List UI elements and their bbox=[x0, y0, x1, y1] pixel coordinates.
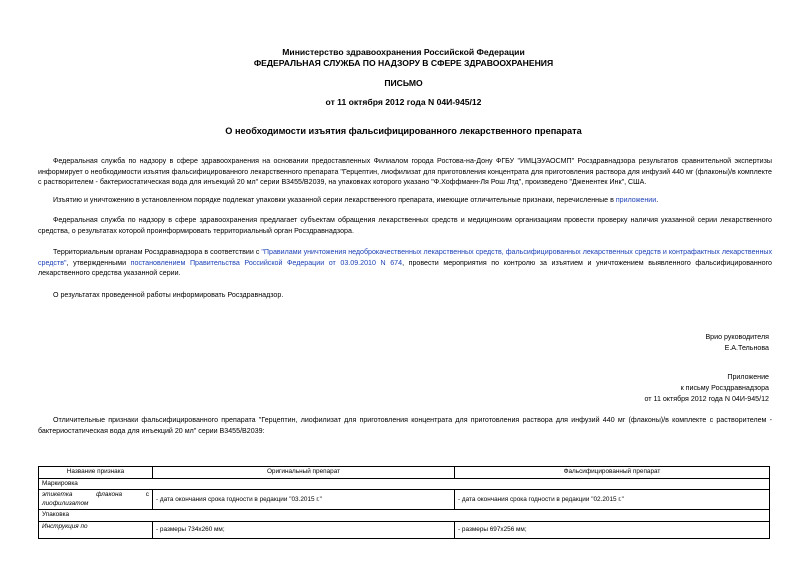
table-section-row bbox=[39, 510, 770, 521]
section-label: Маркировка bbox=[39, 479, 770, 490]
original-value: - дата окончания срока годности в редакции "03.2015 г." bbox=[153, 490, 455, 510]
appendix-ref: к письму Росздравнадзора bbox=[680, 384, 769, 392]
paragraph-3: Федеральная служба по надзору в сфере здравоохранения предлагает субъектам обращения лекарственных средств и медицинским организациям провести проверку наличия указанной серии лекарственного средства, о результатах которой проинформировать территориальный орган Росздравнадзора. bbox=[38, 216, 772, 235]
resolution-link[interactable]: постановлением Правительства Российской Федерации от 03.09.2010 N 674 bbox=[130, 258, 403, 267]
paragraph-4 bbox=[38, 247, 772, 279]
paragraph-4-b: , утвержденными bbox=[66, 258, 131, 267]
column-header: Название признака bbox=[39, 467, 153, 479]
paragraph-2-end: . bbox=[656, 196, 659, 204]
signature-name: Е.А.Тельнова bbox=[724, 344, 769, 352]
appendix-link[interactable]: приложении bbox=[615, 196, 657, 204]
appendix-date: от 11 октября 2012 года N 04И-945/12 bbox=[644, 395, 769, 403]
section-label: Упаковка bbox=[39, 510, 770, 521]
signature-position: Врио руководителя bbox=[705, 333, 769, 341]
ministry-name: Министерство здравоохранения Российской Федерации bbox=[282, 47, 525, 57]
column-header: Фальсифицированный препарат bbox=[455, 467, 770, 479]
paragraph-2 bbox=[38, 195, 772, 206]
table-header-row bbox=[39, 467, 770, 479]
feature-label: Инструкция по bbox=[39, 521, 153, 538]
table-row bbox=[39, 521, 770, 538]
fake-value: - дата окончания срока годности в редакции "02.2015 г." bbox=[455, 490, 770, 510]
differences-table bbox=[38, 466, 770, 539]
paragraph-4-a: Территориальным органам Росздравнадзора в соответствии с bbox=[53, 248, 262, 256]
column-header: Оригинальный препарат bbox=[153, 467, 455, 479]
rules-link[interactable]: "Правилами уничтожения недоброкачественных лекарственных средств, фальсифицированных лекарственных средств и контрафактных лекарственных средств" bbox=[38, 248, 773, 267]
table-section-row bbox=[39, 479, 770, 490]
paragraph-2-text: Изъятию и уничтожению в установленном порядке подлежат упаковки указанной серии лекарственного препарата, имеющие отличительные признаки, перечисленные в bbox=[53, 196, 616, 204]
service-name: ФЕДЕРАЛЬНАЯ СЛУЖБА ПО НАДЗОРУ В СФЕРЕ ЗДРАВООХРАНЕНИЯ bbox=[253, 58, 554, 68]
appendix-header bbox=[645, 372, 769, 405]
document-date: от 11 октября 2012 года N 04И-945/12 bbox=[325, 97, 482, 107]
paragraph-5: О результатах проведенной работы информировать Росздравнадзор. bbox=[53, 291, 284, 299]
appendix-title: Приложение bbox=[727, 373, 769, 381]
document-type: ПИСЬМО bbox=[384, 78, 423, 88]
paragraph-1: Федеральная служба по надзору в сфере здравоохранения на основании предоставленных Филиалом города Ростова-на-Дону ФГБУ "ИМЦЭУАОСМП" Росздравнадзора результатов сравнительной экспертизы информирует о необходимости изъятия фальсифицированного лекарственного препарата "Герцептин, лиофилизат для приготовления концентрата для приготовления раствора для инфузий 440 мг (флаконы)/в комплекте с растворителем - бактериостатическая вода для инъекций 20 мл" серии В3455/В2039, на упаковках которого указано "Ф.Хоффманн-Ля Рош Лтд", произведено "Дженентек Инк", США. bbox=[38, 157, 772, 187]
original-value: - размеры 734х260 мм; bbox=[153, 521, 455, 538]
document-subject: О необходимости изъятия фальсифицированного лекарственного препарата bbox=[225, 126, 582, 136]
signature-block bbox=[705, 332, 769, 354]
table-row bbox=[39, 490, 770, 510]
feature-label: этикетка флакона с лиофилизатом bbox=[39, 490, 153, 510]
paragraph-4-c: , провести мероприятия по контролю за изъятием и уничтожением выявленного фальсифицированного лекарственного средства указанной серии. bbox=[38, 258, 773, 278]
appendix-intro: Отличительные признаки фальсифицированного препарата "Герцептин, лиофилизат для приготовления концентрата для приготовления раствора для инфузий 440 мг (флаконы)/в комплекте с растворителем - бактериостатическая вода для инъекций 20 мл" серии В3455/В2039: bbox=[38, 416, 772, 435]
fake-value: - размеры 697х256 мм; bbox=[455, 521, 770, 538]
